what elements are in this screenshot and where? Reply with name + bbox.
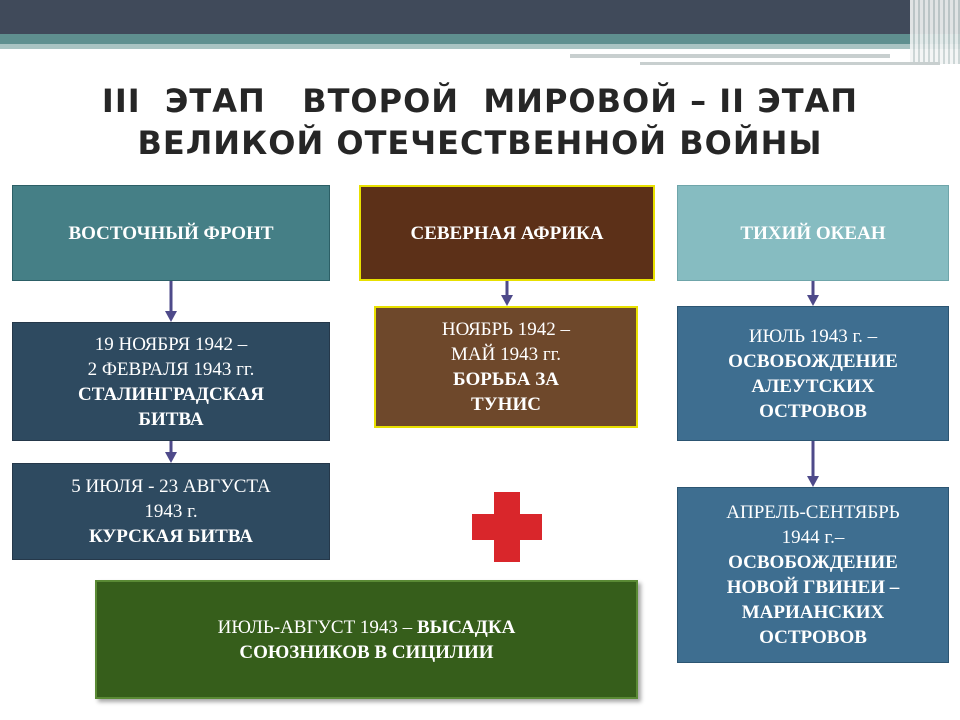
header-accent-band bbox=[0, 34, 960, 44]
east-front-header-label: ВОСТОЧНЫЙ ФРОНТ bbox=[68, 222, 274, 244]
north-africa-header-label: СЕВЕРНАЯ АФРИКА bbox=[410, 222, 604, 244]
tunisia-date-2: МАЙ 1943 гг. bbox=[450, 344, 562, 365]
down-arrow-icon bbox=[161, 441, 181, 464]
aleutian-title-1: ОСВОБОЖДЕНИЕ bbox=[728, 350, 898, 372]
sicily-title-2: СОЮЗНИКОВ В СИЦИЛИИ bbox=[239, 641, 494, 663]
new-guinea-box bbox=[677, 487, 949, 663]
stalingrad-title-2: БИТВА bbox=[138, 408, 204, 430]
tunisia-date-1: НОЯБРЬ 1942 – bbox=[441, 319, 571, 340]
new-guinea-title-4: ОСТРОВОВ bbox=[759, 627, 867, 648]
north-africa-header bbox=[359, 185, 655, 281]
title-line-2: ВЕЛИКОЙ ОТЕЧЕСТВЕННОЙ ВОЙНЫ bbox=[137, 124, 823, 162]
aleutian-title-3: ОСТРОВОВ bbox=[759, 400, 867, 422]
tunisia-box bbox=[374, 306, 638, 428]
header-stripes bbox=[910, 0, 960, 64]
sicily-title-1: ВЫСАДКА bbox=[416, 616, 516, 638]
new-guinea-title-3: МАРИАНСКИХ bbox=[741, 602, 885, 623]
header-band bbox=[0, 0, 960, 34]
red-cross-icon bbox=[470, 490, 544, 564]
stalingrad-box bbox=[12, 322, 330, 441]
new-guinea-date-1: АПРЕЛЬ-СЕНТЯБРЬ bbox=[726, 502, 900, 523]
aleutian-date: ИЮЛЬ 1943 г. – bbox=[748, 325, 878, 347]
page-title bbox=[0, 80, 960, 164]
down-arrow-icon bbox=[803, 281, 823, 307]
pacific-header-label: ТИХИЙ ОКЕАН bbox=[740, 222, 886, 244]
sicily-date: ИЮЛЬ-АВГУСТ 1943 – bbox=[217, 616, 417, 638]
stalingrad-date-1: 19 НОЯБРЯ 1942 – bbox=[94, 333, 248, 355]
kursk-title: КУРСКАЯ БИТВА bbox=[88, 526, 254, 547]
title-line-1: III ЭТАП ВТОРОЙ МИРОВОЙ – II ЭТАП bbox=[101, 82, 859, 120]
new-guinea-title-1: ОСВОБОЖДЕНИЕ bbox=[728, 552, 898, 573]
east-front-header bbox=[12, 185, 330, 281]
header-line bbox=[570, 54, 890, 58]
header-light-band bbox=[0, 44, 960, 49]
kursk-date-2: 1943 г. bbox=[144, 501, 198, 522]
tunisia-title-1: БОРЬБА ЗА bbox=[453, 369, 559, 390]
aleutian-box bbox=[677, 306, 949, 441]
down-arrow-icon bbox=[803, 441, 823, 488]
sicily-box bbox=[95, 580, 638, 699]
stalingrad-title-1: СТАЛИНГРАДСКАЯ bbox=[78, 383, 264, 405]
kursk-box bbox=[12, 463, 330, 560]
new-guinea-title-2: НОВОЙ ГВИНЕИ – bbox=[726, 577, 900, 598]
stalingrad-date-2: 2 ФЕВРАЛЯ 1943 гг. bbox=[87, 358, 255, 380]
aleutian-title-2: АЛЕУТСКИХ bbox=[751, 375, 875, 397]
sicily-line-1 bbox=[218, 615, 516, 640]
down-arrow-icon bbox=[161, 281, 181, 323]
kursk-date-1: 5 ИЮЛЯ - 23 АВГУСТА bbox=[71, 476, 271, 497]
down-arrow-icon bbox=[497, 281, 517, 307]
pacific-header bbox=[677, 185, 949, 281]
new-guinea-date-2: 1944 г.– bbox=[781, 527, 845, 548]
tunisia-title-2: ТУНИС bbox=[471, 394, 541, 415]
header-line bbox=[640, 62, 940, 65]
